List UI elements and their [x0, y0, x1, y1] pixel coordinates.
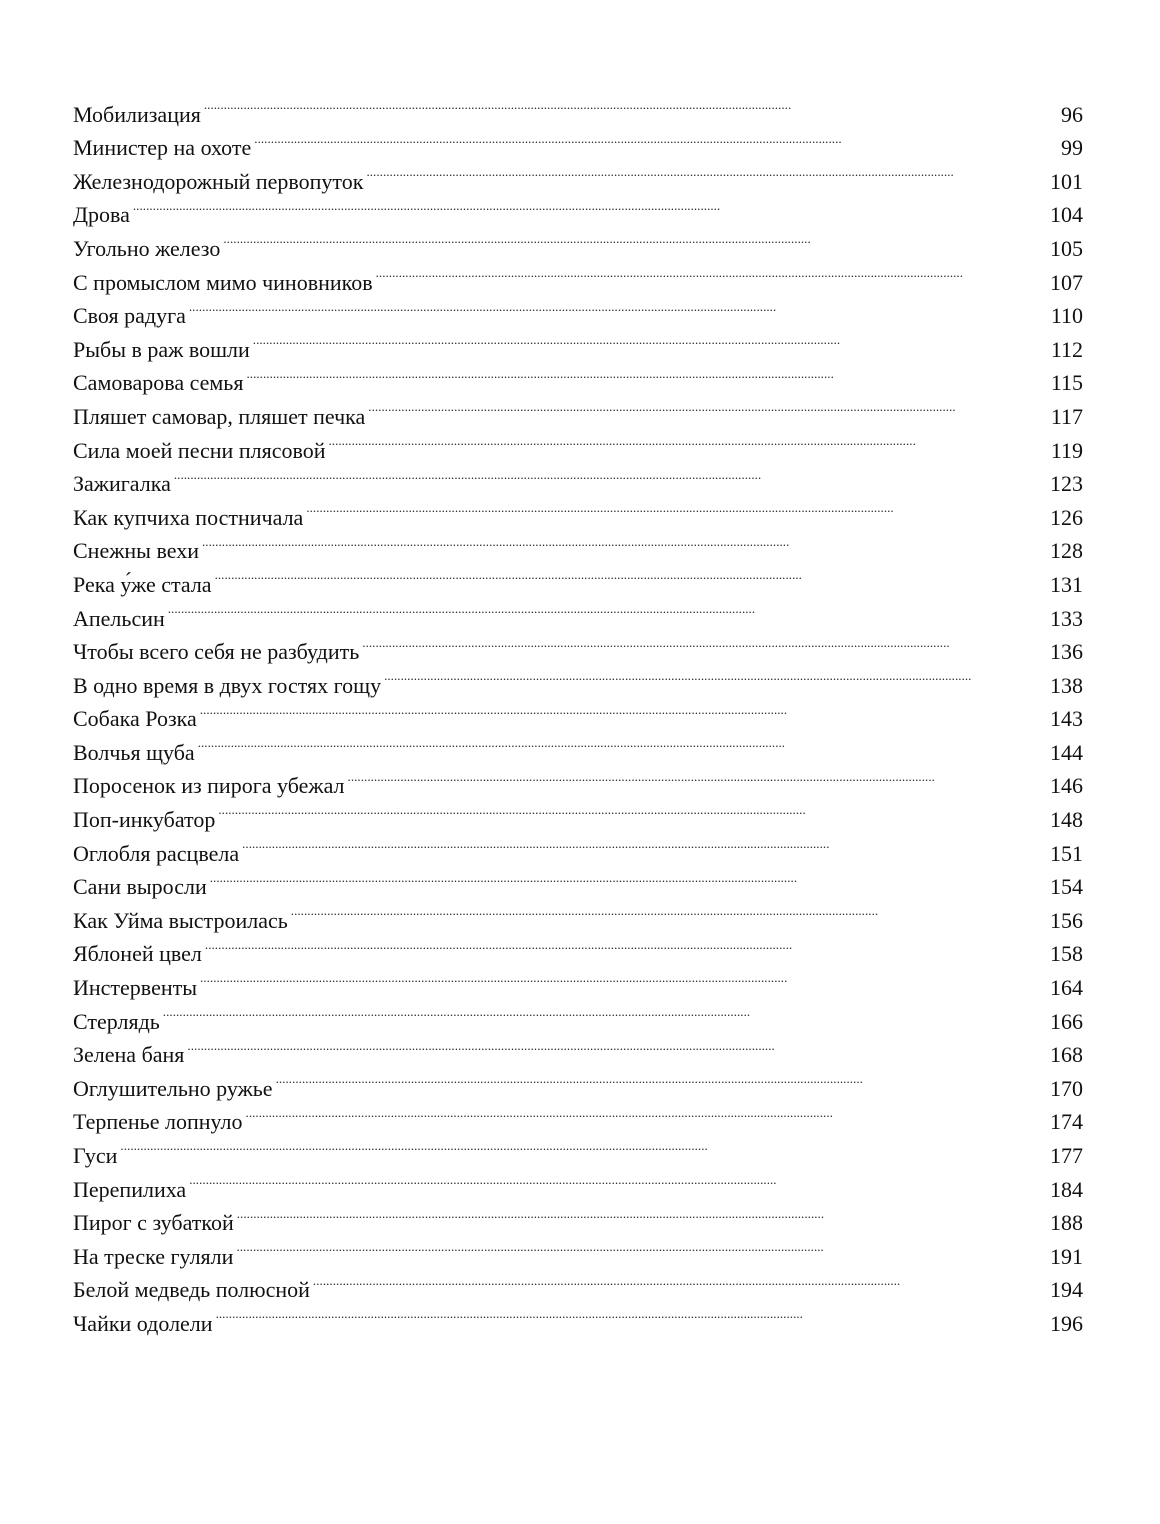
toc-entry: [73, 323, 1083, 362]
dot-leader: [291, 894, 1047, 928]
dot-leader: [189, 1163, 1047, 1197]
toc-entry: [73, 290, 1083, 329]
toc-entry-page-number: 99: [1061, 135, 1083, 161]
dot-leader: [218, 793, 1047, 827]
dot-leader: [368, 390, 1048, 424]
toc-entry-title: Пирог с зубаткой: [73, 1210, 234, 1236]
toc-entry: [73, 693, 1083, 732]
toc-entry: [73, 726, 1083, 765]
toc-entry-page-number: 110: [1050, 303, 1083, 329]
toc-entry-title: Самоварова семья: [73, 370, 244, 396]
dot-leader: [163, 995, 1047, 1029]
table-of-contents: [73, 88, 1083, 1336]
toc-entry: [73, 1129, 1083, 1168]
toc-entry: [73, 222, 1083, 261]
toc-entry-page-number: 112: [1050, 336, 1083, 362]
dot-leader: [246, 357, 1047, 391]
dot-leader: [246, 1096, 1047, 1130]
dot-leader: [223, 222, 1047, 256]
toc-entry-page-number: 133: [1050, 605, 1083, 631]
toc-entry-page-number: 177: [1050, 1143, 1083, 1168]
dot-leader: [242, 827, 1047, 861]
toc-entry-page-number: 105: [1050, 235, 1083, 261]
toc-entry-title: Оглушительно ружье: [73, 1075, 273, 1101]
toc-entry: [73, 525, 1083, 564]
dot-leader: [198, 726, 1047, 760]
toc-entry-title: Инстервенты: [73, 975, 197, 1001]
toc-entry: [73, 1029, 1083, 1068]
toc-entry-title: Перепилиха: [73, 1176, 187, 1202]
toc-entry-page-number: 117: [1050, 403, 1083, 429]
toc-entry-page-number: 136: [1050, 639, 1083, 665]
toc-entry-title: Стерлядь: [73, 1008, 160, 1034]
toc-entry-page-number: 104: [1050, 202, 1083, 228]
toc-entry-page-number: 96: [1061, 101, 1083, 127]
dot-leader: [366, 155, 1047, 189]
toc-entry: [73, 256, 1083, 295]
dot-leader: [384, 659, 1047, 693]
dot-leader: [328, 424, 1047, 458]
dot-leader: [189, 290, 1048, 324]
toc-entry: [73, 827, 1083, 866]
toc-entry: [73, 793, 1083, 833]
toc-entry-title: Поп-инкубатор: [73, 807, 216, 833]
toc-entry-title: Мобилизация: [73, 101, 201, 127]
toc-entry-page-number: 138: [1050, 672, 1083, 698]
toc-entry-page-number: 170: [1050, 1075, 1083, 1101]
dot-leader: [204, 88, 1056, 122]
dot-leader: [174, 458, 1047, 492]
dot-leader: [200, 961, 1047, 995]
toc-entry: [73, 626, 1083, 665]
toc-entry-title: Зелена баня: [73, 1042, 185, 1068]
toc-entry-page-number: 119: [1050, 437, 1083, 463]
toc-entry: [73, 760, 1083, 799]
toc-entry-page-number: 123: [1050, 471, 1083, 497]
dot-leader: [306, 491, 1047, 525]
toc-entry-title: Яблоней цвел: [73, 941, 202, 967]
toc-entry-title: Своя радуга: [73, 303, 186, 329]
toc-entry-page-number: 144: [1050, 739, 1083, 765]
dot-leader: [237, 1197, 1047, 1231]
toc-entry: [73, 1297, 1083, 1336]
toc-entry-title: На треске гуляли: [73, 1243, 234, 1269]
toc-entry-title: Министер на охоте: [73, 135, 252, 161]
toc-entry-title: Белой медведь полюсной: [73, 1277, 310, 1303]
toc-entry-page-number: 131: [1050, 571, 1083, 597]
toc-entry-title: С промыслом мимо чиновников: [73, 269, 373, 295]
toc-entry-title: Собака Розка: [73, 706, 197, 732]
toc-entry-title: Как Уйма выстроилась: [73, 907, 288, 933]
toc-entry-title: Гуси: [73, 1143, 118, 1168]
dot-leader: [187, 1029, 1047, 1063]
toc-entry: [73, 122, 1083, 161]
dot-leader: [168, 592, 1047, 626]
dot-leader: [236, 1230, 1047, 1264]
dot-leader: [120, 1129, 1047, 1163]
toc-entry-title: Дрова: [73, 202, 130, 228]
toc-entry: [73, 1197, 1083, 1236]
dot-leader: [348, 760, 1047, 794]
toc-entry-page-number: 194: [1050, 1277, 1083, 1303]
toc-entry: [73, 592, 1083, 631]
dot-leader: [362, 626, 1047, 660]
toc-entry-title: Снежны вехи: [73, 538, 199, 564]
toc-entry-title: Чтобы всего себя не разбудить: [73, 639, 360, 665]
toc-entry-title: Сила моей песни плясовой: [73, 437, 326, 463]
toc-entry-page-number: 168: [1050, 1042, 1083, 1068]
toc-entry-page-number: 146: [1050, 773, 1083, 799]
toc-entry-page-number: 188: [1050, 1210, 1083, 1236]
toc-entry-title: Угольно железо: [73, 235, 221, 261]
toc-entry-title: Волчья щуба: [73, 739, 195, 765]
toc-entry: [73, 995, 1083, 1034]
toc-entry-page-number: 143: [1050, 706, 1083, 732]
toc-entry-page-number: 158: [1050, 941, 1083, 967]
toc-entry: [73, 928, 1083, 967]
dot-leader: [215, 558, 1047, 592]
toc-entry: [73, 558, 1083, 597]
toc-entry-page-number: 196: [1050, 1310, 1083, 1336]
toc-entry-page-number: 126: [1050, 504, 1083, 530]
toc-entry: [73, 88, 1083, 127]
toc-entry-page-number: 128: [1050, 538, 1083, 564]
toc-entry-page-number: 174: [1050, 1109, 1083, 1135]
toc-entry: [73, 458, 1083, 497]
toc-entry-page-number: 164: [1050, 975, 1083, 1001]
toc-entry-title: Рыбы в раж вошли: [73, 336, 250, 362]
toc-entry-title: Апельсин: [73, 605, 165, 631]
toc-entry-title: Чайки одолели: [73, 1310, 213, 1336]
toc-entry: [73, 861, 1083, 900]
toc-entry-page-number: 156: [1050, 907, 1083, 933]
toc-entry-page-number: 101: [1050, 168, 1083, 194]
dot-leader: [376, 256, 1047, 290]
dot-leader: [313, 1264, 1047, 1298]
toc-entry-title: Железнодорожный первопуток: [73, 168, 364, 194]
toc-entry: [73, 1163, 1083, 1202]
toc-entry-title: Сани выросли: [73, 874, 207, 900]
dot-leader: [133, 189, 1047, 223]
toc-entry-title: Река у́же стала: [73, 571, 212, 597]
dot-leader: [200, 693, 1047, 727]
toc-entry-page-number: 191: [1050, 1243, 1083, 1269]
toc-entry: [73, 189, 1083, 228]
dot-leader: [276, 1062, 1047, 1096]
toc-entry-title: Поросенок из пирога убежал: [73, 773, 345, 799]
toc-entry-page-number: 115: [1050, 370, 1083, 396]
dot-leader: [210, 861, 1047, 895]
toc-entry-page-number: 148: [1050, 807, 1083, 833]
toc-entry-title: Зажигалка: [73, 471, 171, 497]
dot-leader: [202, 525, 1047, 559]
toc-entry: [73, 491, 1083, 530]
toc-entry-page-number: 154: [1050, 874, 1083, 900]
toc-entry-page-number: 107: [1050, 269, 1083, 295]
dot-leader: [205, 928, 1047, 962]
toc-entry: [73, 894, 1083, 933]
dot-leader: [253, 323, 1048, 357]
toc-entry-title: Как купчиха постничала: [73, 504, 304, 530]
toc-entry: [73, 961, 1083, 1001]
dot-leader: [254, 122, 1056, 156]
toc-entry-title: Пляшет самовар, пляшет печка: [73, 403, 366, 429]
toc-entry-title: Оглобля расцвела: [73, 840, 240, 866]
dot-leader: [216, 1297, 1047, 1331]
toc-entry: [73, 1062, 1083, 1101]
toc-entry-title: Терпенье лопнуло: [73, 1109, 243, 1135]
toc-entry-page-number: 184: [1050, 1176, 1083, 1202]
toc-entry-title: В одно время в двух гостях гощу: [73, 672, 382, 698]
toc-entry-page-number: 166: [1050, 1008, 1083, 1034]
toc-entry-page-number: 151: [1050, 840, 1083, 866]
